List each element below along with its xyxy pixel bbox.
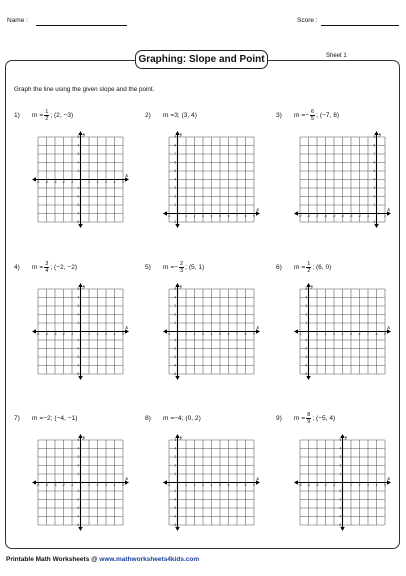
x-axis-label: x	[256, 477, 259, 482]
slope-prefix: m =	[294, 414, 306, 422]
point: ; (−2, −2)	[50, 263, 78, 271]
name-field[interactable]	[36, 25, 127, 26]
x-tick-label: -2	[62, 332, 65, 337]
problem-8	[145, 409, 201, 427]
point: ; (6, 0)	[312, 263, 332, 271]
coordinate-grid[interactable]	[32, 434, 129, 531]
point: ; (2, −3)	[50, 111, 74, 119]
y-tick-label: -3	[76, 506, 80, 511]
y-tick-label: -1	[173, 338, 177, 343]
x-tick-label: -1	[70, 483, 74, 488]
x-tick-label: 1	[88, 483, 90, 488]
x-tick-label: -4	[307, 483, 310, 488]
y-tick-label: 1	[305, 321, 308, 326]
x-tick-label: -4	[45, 332, 48, 337]
problem-1	[14, 106, 73, 124]
point: ; (−7, 8)	[316, 111, 340, 119]
y-tick-label: 5	[77, 438, 80, 443]
x-tick-label: -4	[45, 483, 48, 488]
x-tick-label: 2	[96, 180, 99, 185]
y-tick-label: 1	[77, 321, 80, 326]
x-tick-label: 6	[227, 483, 230, 488]
y-tick-label: 4	[174, 295, 177, 300]
problem-3	[276, 106, 339, 124]
slope-prefix: m =	[163, 111, 175, 119]
y-tick-label: -5	[173, 523, 177, 528]
y-tick-label: 4	[174, 446, 177, 451]
slope-sign: −	[305, 111, 310, 119]
x-tick-label: 2	[358, 483, 361, 488]
problem-7	[14, 409, 77, 427]
x-tick-label: -2	[62, 180, 65, 185]
y-tick-label: -5	[76, 220, 80, 225]
x-tick-label: -5	[36, 180, 40, 185]
y-tick-label: 2	[305, 312, 308, 317]
y-tick-label: -5	[76, 523, 80, 528]
x-tick-label: 3	[202, 214, 204, 219]
x-arrow-left	[294, 329, 298, 333]
x-axis-label: x	[125, 174, 128, 179]
y-tick-label: -3	[304, 355, 308, 360]
x-tick-label: 7	[236, 332, 238, 337]
slope-value: −2	[43, 414, 51, 422]
slope-sign: −	[174, 263, 179, 271]
y-tick-label: -4	[338, 514, 342, 519]
y-tick-label: 1	[174, 472, 177, 477]
y-tick-label: -4	[76, 514, 80, 519]
slope-denominator: 3	[180, 267, 184, 274]
coordinate-grid[interactable]	[163, 283, 260, 380]
slope-numerator: 2	[180, 260, 184, 267]
x-tick-label: 4	[341, 332, 344, 337]
y-arrow-down	[340, 527, 344, 531]
y-tick-label: 4	[339, 446, 342, 451]
y-tick-label: -5	[304, 372, 308, 377]
x-tick-label: 4	[113, 483, 116, 488]
y-tick-label: -1	[76, 186, 80, 191]
x-arrow-left	[163, 480, 167, 484]
slope-denominator: 2	[45, 115, 49, 122]
y-tick-label: -3	[173, 506, 177, 511]
x-tick-label: 5	[219, 214, 221, 219]
sheet-label: Sheet 1	[326, 53, 347, 59]
point: ; (−5, 4)	[312, 414, 336, 422]
x-tick-label: 2	[324, 332, 327, 337]
y-tick-label: 2	[77, 160, 80, 165]
y-tick-label: 4	[77, 446, 80, 451]
x-tick-label: -1	[70, 180, 74, 185]
y-tick-label: 4	[77, 295, 80, 300]
slope-fraction	[44, 261, 49, 274]
y-tick-label: 6	[373, 160, 376, 165]
y-arrow-down	[175, 527, 179, 531]
x-tick-label: 4	[113, 180, 116, 185]
problem-number: 5)	[145, 263, 151, 271]
x-arrow-left	[32, 177, 36, 181]
y-tick-label: 4	[77, 143, 80, 148]
x-tick-label: -1	[70, 332, 74, 337]
y-tick-label: 5	[174, 438, 177, 443]
x-axis-label: x	[125, 326, 128, 331]
x-tick-label: 9	[253, 214, 255, 219]
x-tick-label: 9	[384, 332, 386, 337]
x-tick-label: -1	[366, 214, 370, 219]
problem-6	[276, 258, 331, 276]
y-tick-label: 5	[305, 287, 308, 292]
x-tick-label: -8	[307, 214, 310, 219]
point: ; (5, 1)	[185, 263, 205, 271]
y-tick-label: 3	[77, 455, 80, 460]
y-tick-label: 7	[174, 152, 177, 157]
x-tick-label: 3	[105, 483, 107, 488]
y-tick-label: -2	[338, 497, 342, 502]
y-tick-label: 3	[373, 186, 376, 191]
slope-prefix: m =	[32, 111, 44, 119]
y-axis-label: y	[180, 436, 183, 441]
x-tick-label: 2	[96, 483, 99, 488]
slope-prefix: m =	[32, 263, 44, 271]
y-tick-label: 2	[373, 194, 376, 199]
slope-numerator: 1	[307, 260, 311, 267]
y-tick-label: -1	[338, 489, 342, 494]
x-tick-label: 4	[113, 332, 116, 337]
x-tick-label: -5	[36, 483, 40, 488]
y-tick-label: -4	[173, 514, 177, 519]
y-axis-label: y	[180, 285, 183, 290]
y-tick-label: 3	[339, 455, 342, 460]
x-tick-label: 3	[105, 332, 107, 337]
y-tick-label: -1	[173, 489, 177, 494]
slope-value: −4	[174, 414, 182, 422]
x-tick-label: 7	[236, 214, 238, 219]
x-axis-label: x	[387, 477, 390, 482]
y-tick-label: 9	[373, 135, 376, 140]
problem-number: 6)	[276, 263, 282, 271]
x-tick-label: 1	[316, 332, 318, 337]
y-tick-label: 1	[339, 472, 342, 477]
y-tick-label: 8	[174, 143, 177, 148]
x-tick-label: 3	[202, 332, 204, 337]
y-tick-label: -2	[76, 346, 80, 351]
x-tick-label: -3	[349, 214, 353, 219]
y-tick-label: -4	[76, 363, 80, 368]
coordinate-grid[interactable]	[163, 131, 260, 228]
y-tick-label: -2	[76, 497, 80, 502]
x-tick-label: -6	[324, 214, 327, 219]
x-arrow-left	[32, 480, 36, 484]
y-tick-label: 5	[373, 169, 376, 174]
x-tick-label: -1	[167, 214, 171, 219]
x-tick-label: 5	[122, 180, 124, 185]
x-tick-label: -2	[62, 483, 65, 488]
problem-4	[14, 258, 77, 276]
x-tick-label: 8	[244, 332, 247, 337]
coordinate-grid[interactable]	[294, 283, 391, 380]
y-tick-label: 5	[174, 169, 177, 174]
y-tick-label: 1	[77, 472, 80, 477]
slope-denominator: 9	[307, 418, 311, 425]
x-tick-label: 1	[185, 214, 187, 219]
y-tick-label: -2	[173, 346, 177, 351]
x-tick-label: 8	[244, 483, 247, 488]
point: ; (3, 4)	[177, 111, 197, 119]
slope-numerator: 1	[45, 108, 49, 115]
y-tick-label: -3	[173, 355, 177, 360]
x-tick-label: -3	[53, 483, 57, 488]
y-tick-label: -2	[304, 346, 308, 351]
footer-prefix: Printable Math Worksheets @	[6, 556, 100, 563]
coordinate-grid[interactable]	[294, 434, 391, 531]
x-tick-label: 4	[375, 483, 378, 488]
y-tick-label: 2	[77, 312, 80, 317]
y-tick-label: 8	[373, 143, 376, 148]
y-tick-label: 2	[339, 463, 342, 468]
x-tick-label: 9	[253, 483, 255, 488]
x-tick-label: 5	[350, 332, 352, 337]
problem-number: 9)	[276, 414, 282, 422]
y-tick-label: 3	[77, 152, 80, 157]
x-arrow-left	[163, 211, 167, 215]
slope-prefix: m =	[294, 111, 306, 119]
footer	[6, 556, 199, 563]
y-tick-label: 4	[174, 177, 177, 182]
x-tick-label: 6	[227, 214, 230, 219]
y-arrow-down	[78, 224, 82, 228]
y-tick-label: -1	[304, 338, 308, 343]
slope-numerator: 3	[45, 260, 49, 267]
name-label: Name :	[7, 17, 28, 24]
coordinate-grid[interactable]	[32, 283, 129, 380]
y-tick-label: 1	[373, 203, 376, 208]
x-tick-label: 2	[193, 214, 196, 219]
worksheet-title: Graphing: Slope and Point	[135, 50, 268, 69]
y-tick-label: -1	[76, 338, 80, 343]
x-tick-label: -1	[298, 332, 302, 337]
y-arrow-down	[374, 224, 378, 228]
x-tick-label: 1	[350, 483, 352, 488]
y-tick-label: 5	[174, 287, 177, 292]
coordinate-grid[interactable]	[294, 131, 391, 228]
slope-value: 3	[174, 111, 178, 119]
x-tick-label: -3	[53, 180, 57, 185]
y-tick-label: -2	[173, 497, 177, 502]
y-tick-label: -3	[338, 506, 342, 511]
y-tick-label: 5	[339, 438, 342, 443]
x-tick-label: 8	[244, 214, 247, 219]
y-tick-label: -1	[76, 489, 80, 494]
y-tick-label: -5	[338, 523, 342, 528]
x-tick-label: 5	[122, 483, 124, 488]
x-tick-label: 1	[88, 332, 90, 337]
y-arrow-down	[78, 527, 82, 531]
y-tick-label: 3	[77, 304, 80, 309]
x-tick-label: -1	[167, 483, 171, 488]
slope-fraction	[179, 261, 184, 274]
y-tick-label: -4	[304, 363, 308, 368]
x-axis-label: x	[256, 326, 259, 331]
x-tick-label: 1	[185, 332, 187, 337]
x-tick-label: 4	[210, 332, 213, 337]
problem-2	[145, 106, 197, 124]
x-tick-label: 4	[210, 214, 213, 219]
slope-fraction	[306, 261, 311, 274]
x-tick-label: 7	[367, 332, 369, 337]
problem-number: 4)	[14, 263, 20, 271]
point: ; (0, 2)	[181, 414, 201, 422]
y-tick-label: -1	[372, 220, 376, 225]
x-tick-label: 2	[96, 332, 99, 337]
x-axis-label: x	[387, 208, 390, 213]
x-tick-label: 1	[185, 483, 187, 488]
x-tick-label: 3	[202, 483, 204, 488]
y-tick-label: 9	[174, 135, 177, 140]
x-tick-label: -5	[332, 214, 336, 219]
slope-fraction	[310, 109, 315, 122]
y-tick-label: 3	[305, 304, 308, 309]
y-tick-label: 3	[174, 186, 177, 191]
slope-fraction	[44, 109, 49, 122]
x-tick-label: -2	[358, 214, 361, 219]
coordinate-grid[interactable]	[163, 434, 260, 531]
x-tick-label: 5	[219, 332, 221, 337]
slope-numerator: 8	[307, 411, 311, 418]
y-tick-label: 1	[174, 203, 177, 208]
x-tick-label: 3	[333, 332, 335, 337]
point: ; (−4, −1)	[50, 414, 78, 422]
y-tick-label: 5	[77, 135, 80, 140]
y-axis-label: y	[311, 285, 314, 290]
score-field[interactable]	[321, 25, 399, 26]
x-tick-label: 1	[384, 214, 386, 219]
y-axis-label: y	[379, 133, 382, 138]
problem-number: 8)	[145, 414, 151, 422]
y-axis-label: y	[83, 133, 86, 138]
x-tick-label: 5	[219, 483, 221, 488]
y-axis-label: y	[345, 436, 348, 441]
x-axis-label: x	[125, 477, 128, 482]
footer-url[interactable]: www.mathworksheets4kids.com	[99, 556, 200, 563]
slope-prefix: m =	[32, 414, 44, 422]
x-tick-label: -2	[324, 483, 327, 488]
slope-prefix: m =	[294, 263, 306, 271]
slope-denominator: 5	[311, 115, 315, 122]
x-tick-label: 8	[375, 332, 378, 337]
y-axis-label: y	[83, 436, 86, 441]
x-tick-label: 3	[105, 180, 107, 185]
y-tick-label: 2	[174, 312, 177, 317]
y-arrow-down	[175, 376, 179, 380]
x-arrow-left	[294, 211, 298, 215]
instructions: Graph the line using the given slope and the point.	[14, 86, 155, 93]
x-tick-label: 5	[384, 483, 386, 488]
y-tick-label: -4	[76, 211, 80, 216]
y-tick-label: 5	[77, 287, 80, 292]
y-axis-label: y	[180, 133, 183, 138]
y-tick-label: 2	[174, 463, 177, 468]
x-arrow-left	[163, 329, 167, 333]
x-tick-label: 5	[122, 332, 124, 337]
x-tick-label: -4	[341, 214, 344, 219]
x-tick-label: -9	[298, 214, 302, 219]
x-tick-label: 6	[227, 332, 230, 337]
y-tick-label: -3	[76, 355, 80, 360]
x-tick-label: -3	[53, 332, 57, 337]
x-tick-label: 2	[193, 332, 196, 337]
x-tick-label: -5	[298, 483, 302, 488]
y-tick-label: -5	[76, 372, 80, 377]
y-tick-label: -2	[76, 194, 80, 199]
y-axis-label: y	[83, 285, 86, 290]
y-tick-label: 6	[174, 160, 177, 165]
x-tick-label: 2	[193, 483, 196, 488]
y-arrow-down	[78, 376, 82, 380]
y-tick-label: 4	[305, 295, 308, 300]
x-tick-label: -3	[315, 483, 319, 488]
y-tick-label: 4	[373, 177, 376, 182]
x-tick-label: 7	[236, 483, 238, 488]
slope-denominator: 2	[307, 267, 311, 274]
x-tick-label: 4	[210, 483, 213, 488]
x-tick-label: -7	[315, 214, 319, 219]
slope-denominator: 4	[45, 267, 49, 274]
score-label: Score :	[297, 17, 318, 24]
problem-9	[276, 409, 335, 427]
problem-number: 3)	[276, 111, 282, 119]
coordinate-grid[interactable]	[32, 131, 129, 228]
x-tick-label: -5	[36, 332, 40, 337]
y-tick-label: -4	[173, 363, 177, 368]
x-tick-label: 1	[88, 180, 90, 185]
y-arrow-down	[306, 376, 310, 380]
x-tick-label: 3	[367, 483, 369, 488]
y-tick-label: -3	[76, 203, 80, 208]
y-arrow-down	[175, 224, 179, 228]
y-tick-label: -1	[173, 220, 177, 225]
slope-numerator: 6	[311, 108, 315, 115]
y-tick-label: -5	[173, 372, 177, 377]
x-tick-label: -4	[45, 180, 48, 185]
y-tick-label: 1	[77, 169, 80, 174]
problem-number: 2)	[145, 111, 151, 119]
y-tick-label: 3	[174, 304, 177, 309]
x-tick-label: 9	[253, 332, 255, 337]
y-tick-label: 2	[174, 194, 177, 199]
x-axis-label: x	[256, 208, 259, 213]
x-axis-label: x	[387, 326, 390, 331]
y-tick-label: 1	[174, 321, 177, 326]
x-arrow-left	[294, 480, 298, 484]
x-tick-label: -1	[167, 332, 171, 337]
x-tick-label: -1	[332, 483, 336, 488]
problem-number: 1)	[14, 111, 20, 119]
y-tick-label: 2	[77, 463, 80, 468]
problem-number: 7)	[14, 414, 20, 422]
x-tick-label: 6	[358, 332, 361, 337]
y-tick-label: 3	[174, 455, 177, 460]
x-arrow-left	[32, 329, 36, 333]
slope-prefix: m =	[163, 263, 175, 271]
slope-prefix: m =	[163, 414, 175, 422]
y-tick-label: 7	[373, 152, 376, 157]
problem-5	[145, 258, 204, 276]
slope-fraction	[306, 412, 311, 425]
